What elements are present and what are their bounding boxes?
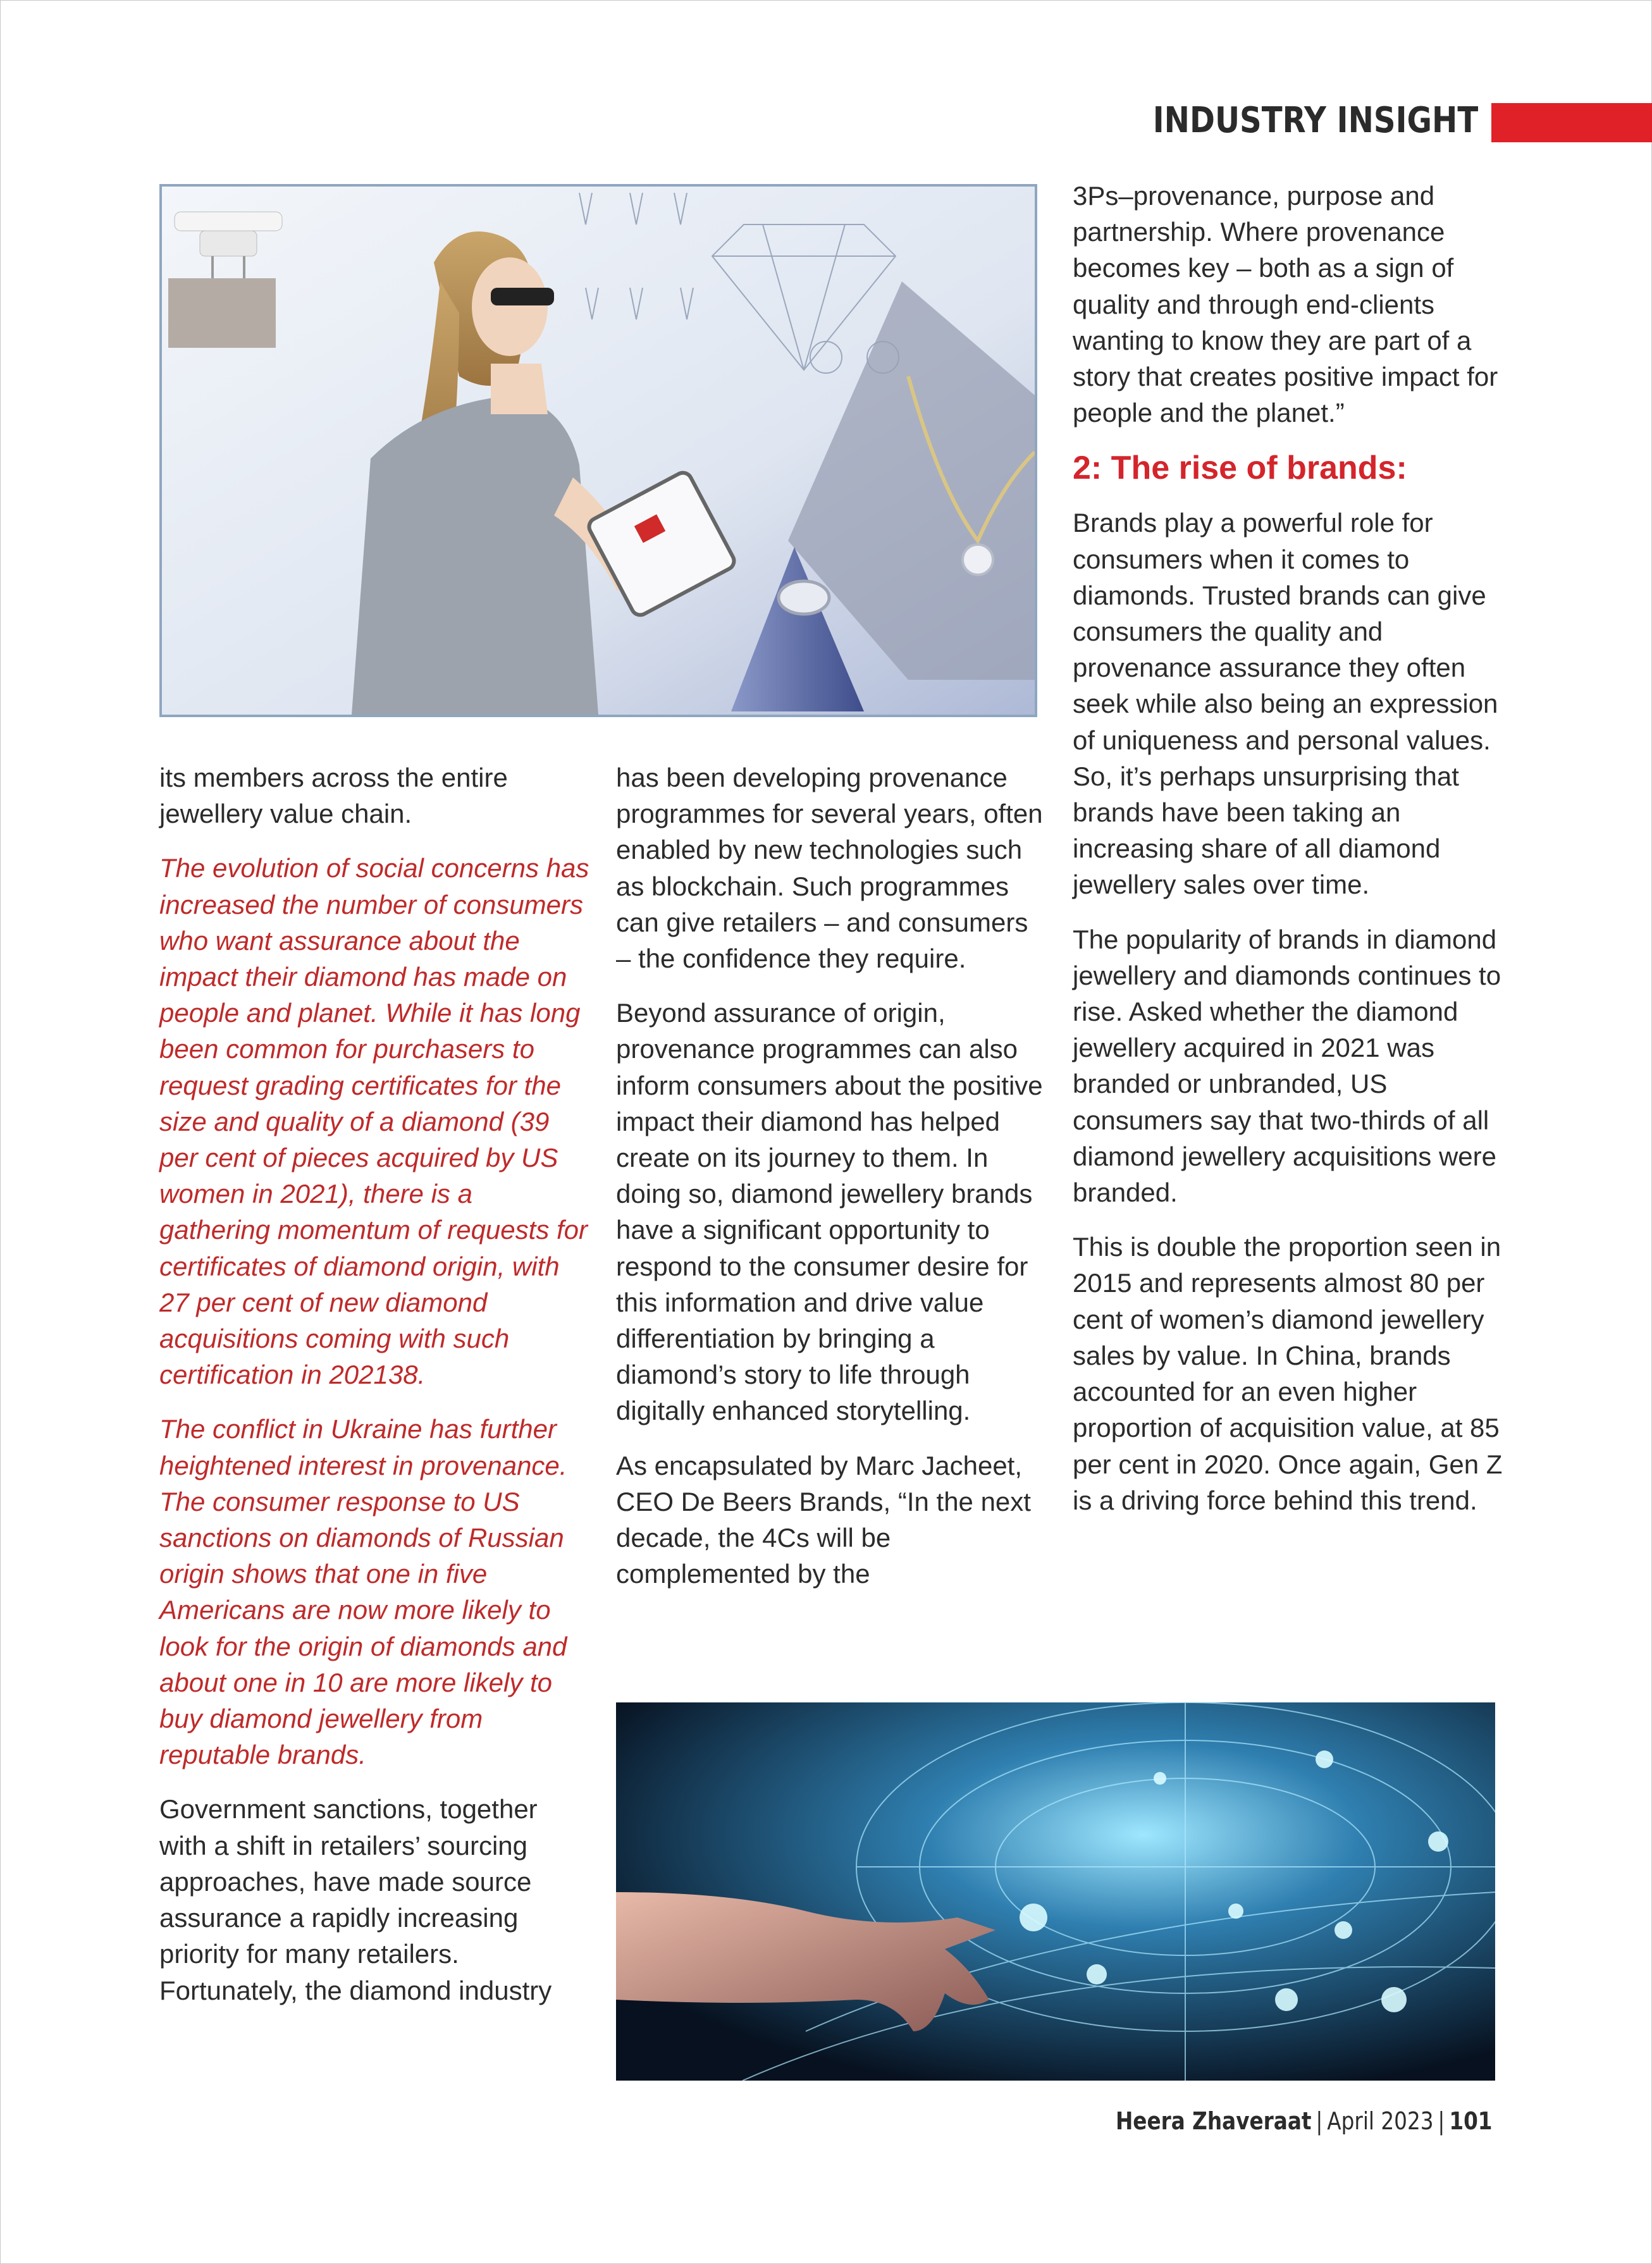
col2-paragraph: Beyond assurance of origin, provenance programmes can also inform consumers about the positive impact their diamond has helped create on its journey to them. In doing so, diamond jewellery brands have a significant opportunity to respond to the consumer desire for this information and drive value differentiation by bringing a diamond’s story to life through digitally enhanced storytelling. — [616, 998, 1043, 1426]
photo-woman-tablet-jewellery — [159, 184, 1037, 717]
section-heading-rise-of-brands: 2: The rise of brands: — [1073, 450, 1407, 487]
col1-paragraph: its members across the entire jewellery value chain. — [159, 763, 508, 829]
footer-date: April 2023 — [1327, 2107, 1434, 2135]
footer-separator: | — [1438, 2107, 1445, 2135]
col3-paragraph: Brands play a powerful role for consumers when it comes to diamonds. Trusted brands can give consumers the quality and provenance assurance they often seek while also being an expression of uniqueness and personal values. So, it’s perhaps unsurprising that brands have been taking an increasing share of all diamond jewellery sales over time. — [1073, 508, 1498, 900]
col3-paragraph: The popularity of brands in diamond jewellery and diamonds continues to rise. Asked whether the diamond jewellery acquired in 2021 was branded or unbranded, US consumers say that two-thirds of all diamond jewellery acquisitions were branded. — [1073, 924, 1501, 1208]
section-title: INDUSTRY INSIGHT — [1152, 100, 1478, 141]
photo-hand-network-illustration — [616, 1702, 1495, 2081]
footer-separator: | — [1316, 2107, 1323, 2135]
section-accent-bar — [1491, 103, 1652, 142]
column-2 — [616, 760, 1046, 1610]
col2-paragraph: has been developing provenance programmes for several years, often enabled by new technologies such as blockchain. Such programmes can give retailers – and consumers – the confidence they require. — [616, 763, 1043, 974]
column-3 — [1073, 178, 1503, 1537]
footer-magazine-name: Heera Zhaveraat — [1116, 2107, 1312, 2135]
col2-paragraph: As encapsulated by Marc Jacheet, CEO De Beers Brands, “In the next decade, the 4Cs will be complemented by the — [616, 1450, 1031, 1589]
col1-highlight-paragraph: The evolution of social concerns has increased the number of consumers who want assurance about the impact their diamond has made on people and planet. While it has long been common for purchasers to request grading certificates for the size and quality of a diamond (39 per cent of pieces acquired by US women in 2021), there is a gathering momentum of requests for certificates of diamond origin, with 27 per cent of new diamond acquisitions coming with such certification in 202138. — [159, 853, 589, 1390]
photo-woman-tablet-illustration — [162, 187, 1035, 715]
col3-paragraph: 3Ps–provenance, purpose and partnership. Where provenance becomes key – both as a sign of quality and through end-clients wanting to know they are part of a story that creates positive impact for people and the planet.” — [1073, 181, 1498, 428]
col1-highlight-paragraph: The conflict in Ukraine has further heightened interest in provenance. The consumer response to US sanctions on diamonds of Russian origin shows that one in five Americans are now more likely to look for the origin of diamonds and about one in 10 are more likely to buy diamond jewellery from reputable brands. — [159, 1414, 567, 1770]
footer-page-number: 101 — [1449, 2107, 1493, 2135]
page-footer — [1116, 2107, 1493, 2135]
col3-paragraph: This is double the proportion seen in 2015 and represents almost 80 per cent of women’s diamond jewellery sales by value. In China, brands accounted for an even higher proportion of acquisition value, at 85 per cent in 2020. Once again, Gen Z is a driving force behind this trend. — [1073, 1232, 1503, 1515]
column-1 — [159, 760, 589, 2027]
col1-paragraph: Government sanctions, together with a shift in retailers’ sourcing approaches, have made source assurance a rapidly increasing priority for many retailers. Fortunately, the diamond industry — [159, 1794, 552, 2005]
photo-hand-digital-network — [616, 1702, 1495, 2081]
